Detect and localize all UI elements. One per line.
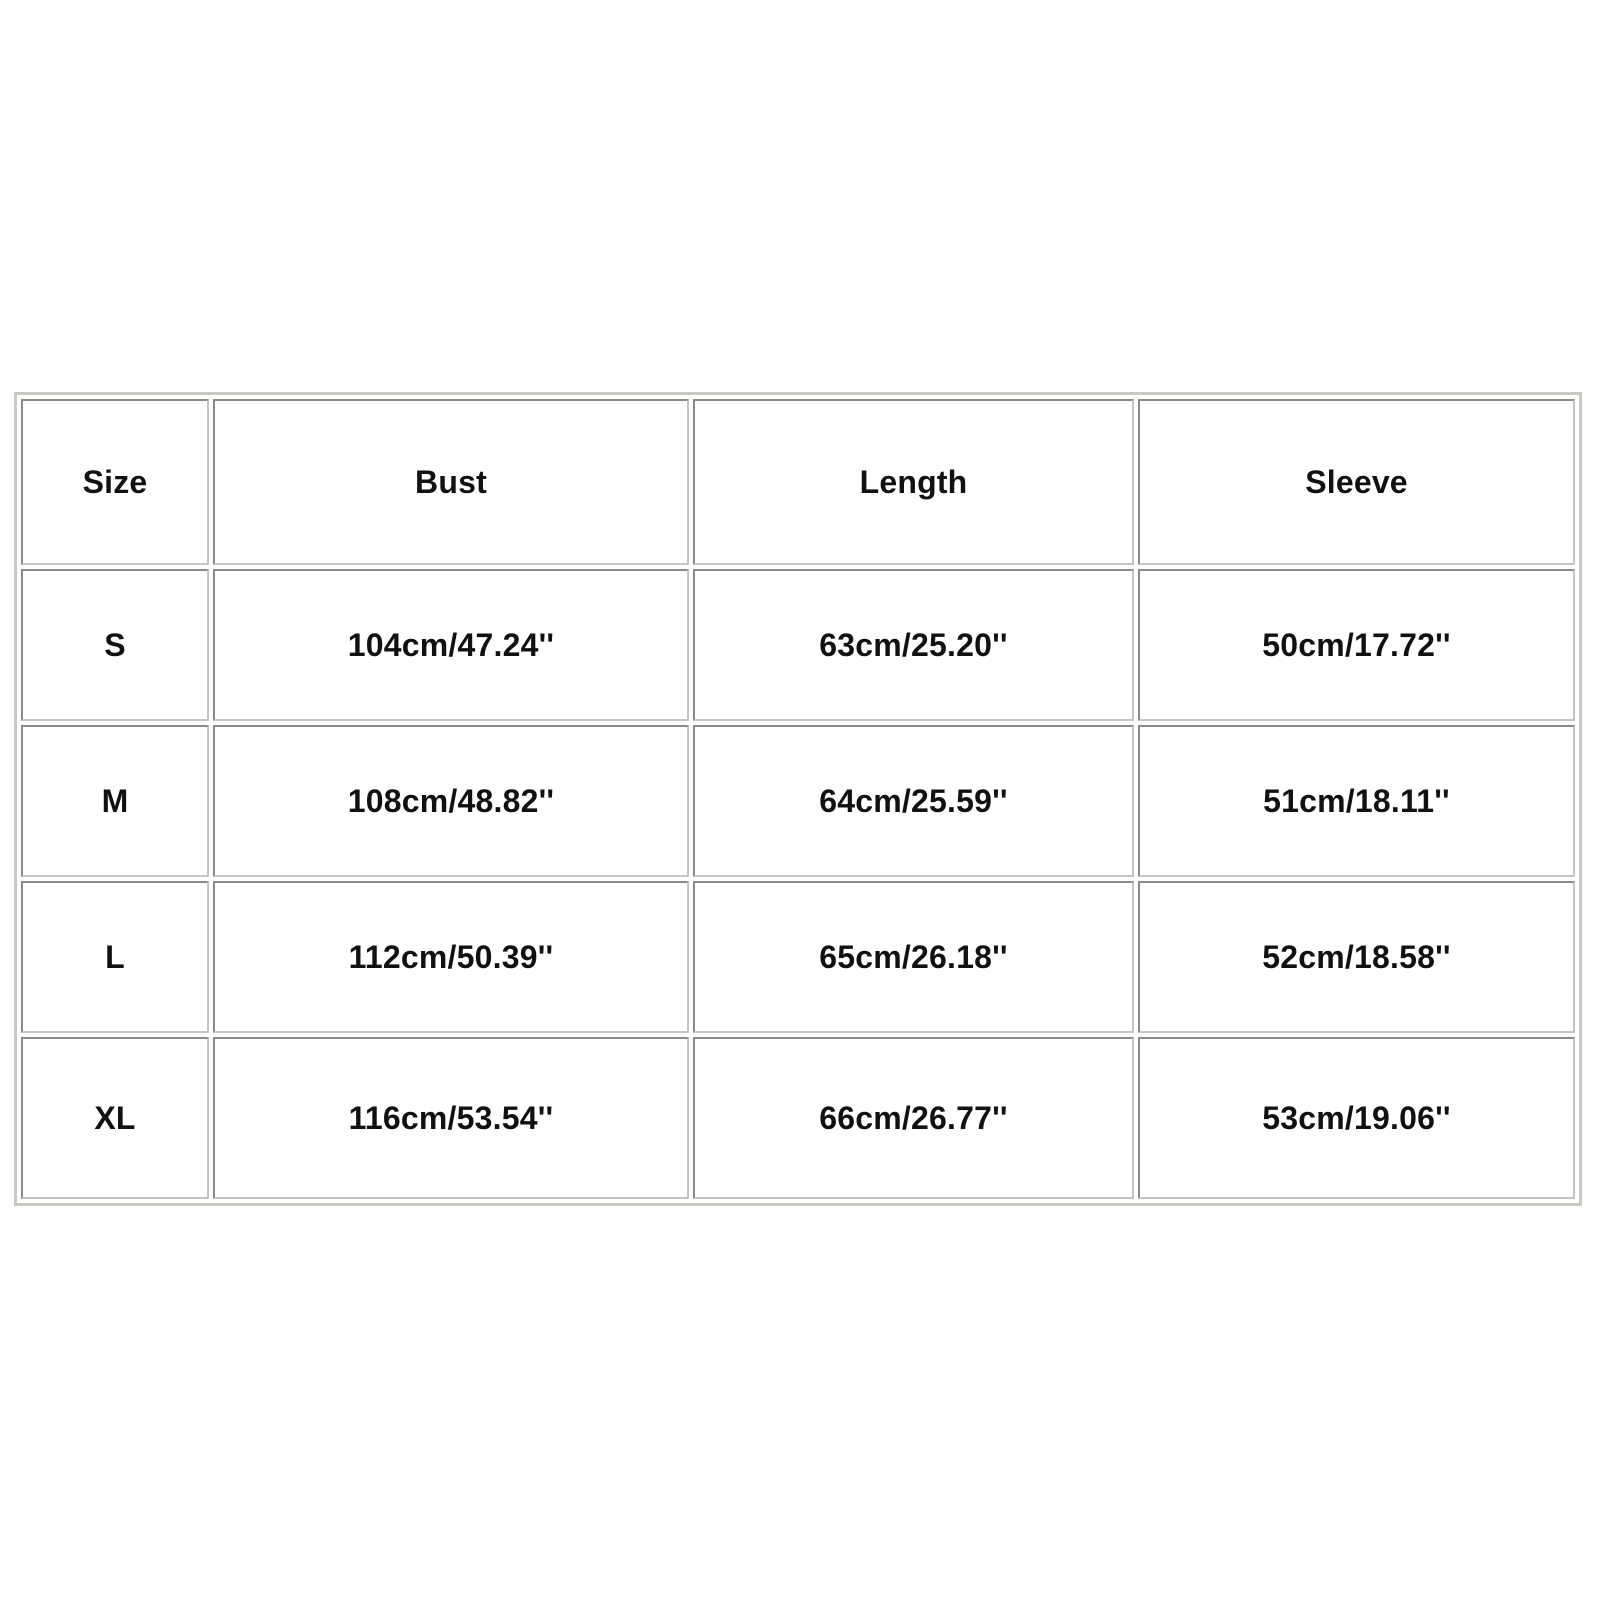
header-sleeve: Sleeve [1138, 399, 1575, 565]
row-m-length: 64cm/25.59'' [693, 725, 1134, 877]
row-s-length: 63cm/25.20'' [693, 569, 1134, 721]
row-m-bust: 108cm/48.82'' [213, 725, 689, 877]
row-l-length: 65cm/26.18'' [693, 881, 1134, 1033]
row-xl-bust: 116cm/53.54'' [213, 1037, 689, 1199]
row-xl-length: 66cm/26.77'' [693, 1037, 1134, 1199]
row-l-size: L [21, 881, 209, 1033]
row-s-size: S [21, 569, 209, 721]
row-m-sleeve: 51cm/18.11'' [1138, 725, 1575, 877]
row-l-sleeve: 52cm/18.58'' [1138, 881, 1575, 1033]
row-s-sleeve: 50cm/17.72'' [1138, 569, 1575, 721]
header-size: Size [21, 399, 209, 565]
size-chart-table [14, 392, 1582, 1206]
size-chart-grid [21, 399, 1575, 1199]
row-xl-size: XL [21, 1037, 209, 1199]
header-bust: Bust [213, 399, 689, 565]
row-l-bust: 112cm/50.39'' [213, 881, 689, 1033]
row-xl-sleeve: 53cm/19.06'' [1138, 1037, 1575, 1199]
row-s-bust: 104cm/47.24'' [213, 569, 689, 721]
header-length: Length [693, 399, 1134, 565]
row-m-size: M [21, 725, 209, 877]
